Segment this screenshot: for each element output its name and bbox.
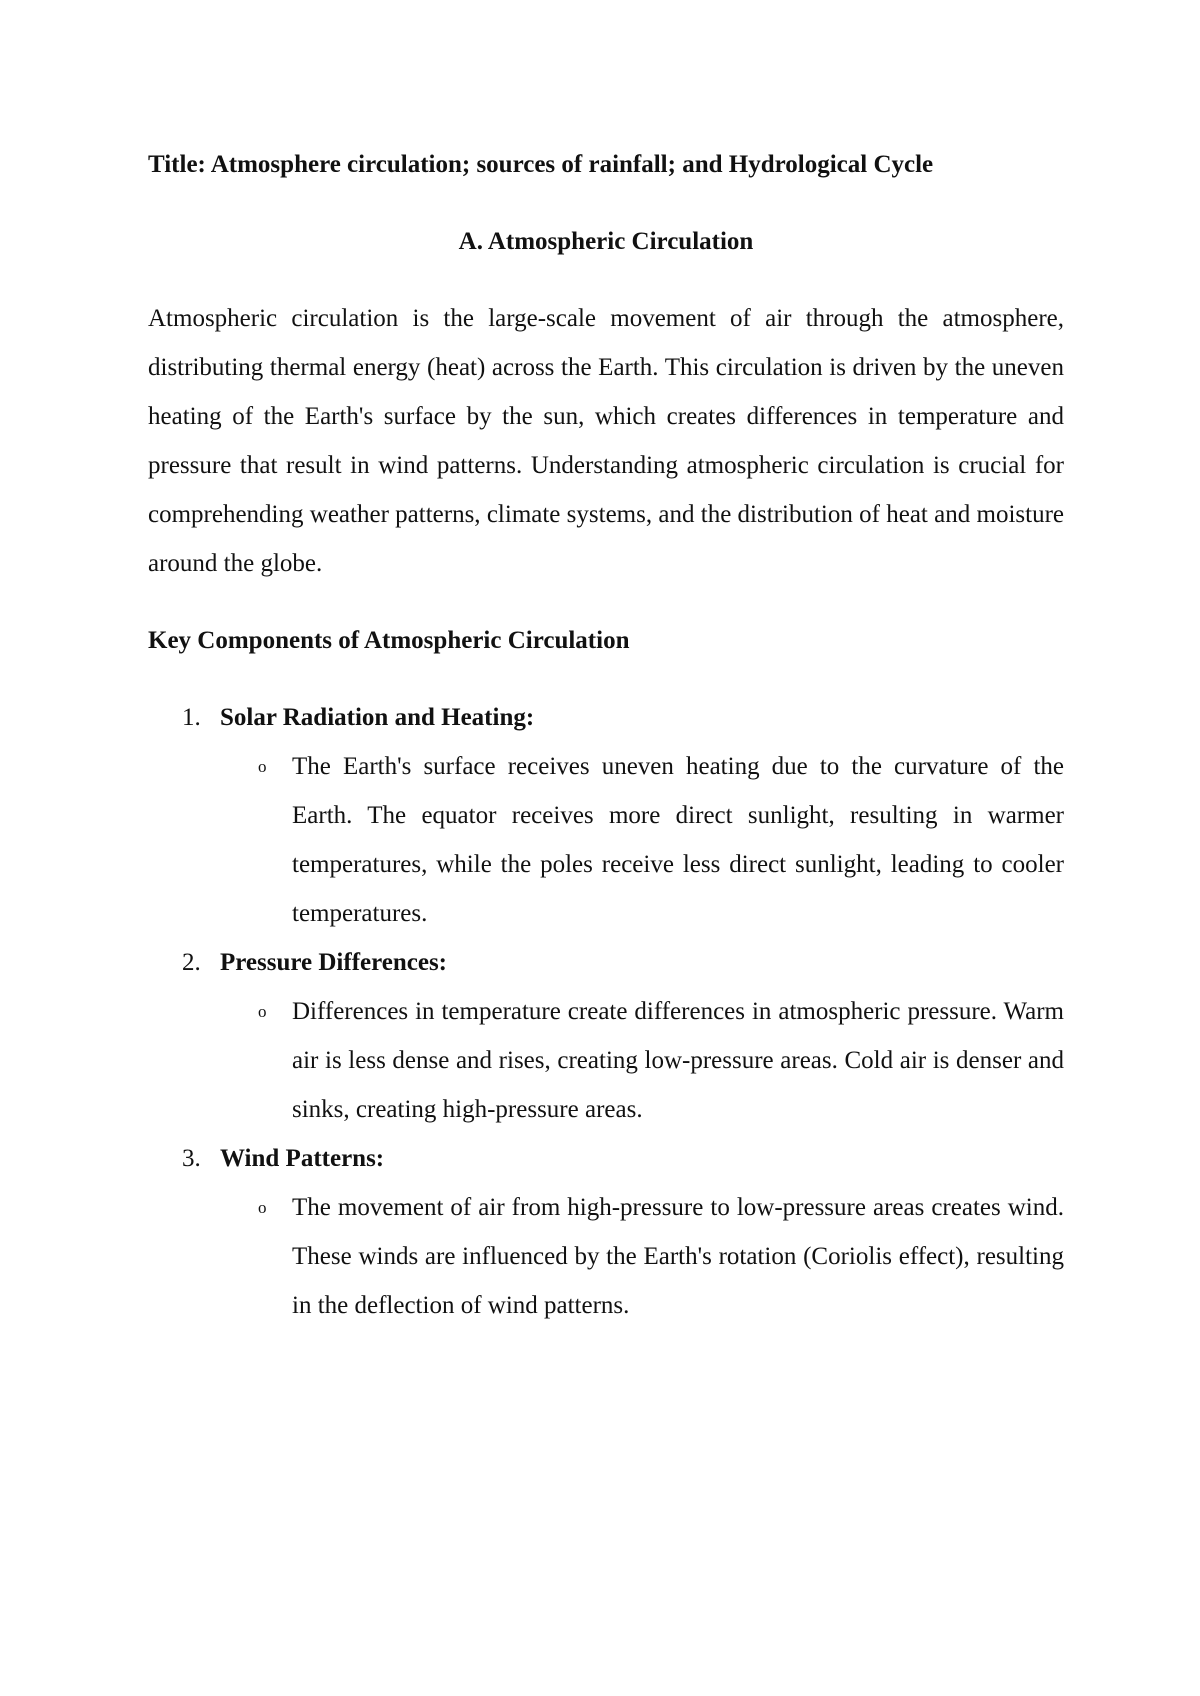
component-number: 3. — [182, 1145, 201, 1172]
bullet-text: The Earth's surface receives uneven heating due to the curvature of the Earth. The equator receives more direct sunlight, resulting in warmer temperatures, while the poles receive less direct sunlight, leading to cooler temperatures. — [292, 753, 1064, 927]
component-header — [148, 938, 1064, 987]
components-list — [148, 693, 1064, 1330]
component-header — [148, 693, 1064, 742]
component-item — [148, 693, 1064, 938]
component-number: 1. — [182, 704, 201, 731]
section-heading: A. Atmospheric Circulation — [458, 228, 754, 255]
document-body — [148, 140, 1064, 1330]
bullet-circle-icon: o — [258, 1002, 267, 1021]
bullet-circle-icon: o — [258, 1198, 267, 1217]
component-label: Pressure Differences: — [220, 949, 448, 976]
component-item — [148, 1134, 1064, 1330]
intro-paragraph: Atmospheric circulation is the large-scale movement of air through the atmosphere, distributing thermal energy (heat) across the Earth. This circulation is driven by the uneven heating of the Earth's surface by the sun, which creates differences in temperature and pressure that result in wind patterns. Understanding atmospheric circulation is crucial for comprehending weather patterns, climate systems, and the distribution of heat and moisture around the globe. — [148, 305, 1064, 577]
bullet-text: Differences in temperature create differences in atmospheric pressure. Warm air is less dense and rises, creating low-pressure areas. Cold air is denser and sinks, creating high-pressure areas. — [292, 998, 1064, 1123]
component-label: Solar Radiation and Heating: — [220, 704, 535, 731]
document-title: Title: Atmosphere circulation; sources of rainfall; and Hydrological Cycle — [148, 151, 934, 178]
bullet-item — [254, 742, 1064, 938]
bullet-circle-icon: o — [258, 757, 267, 776]
component-number: 2. — [182, 949, 201, 976]
component-item — [148, 938, 1064, 1134]
key-components-heading: Key Components of Atmospheric Circulation — [148, 627, 630, 654]
component-header — [148, 1134, 1064, 1183]
bullet-item — [254, 1183, 1064, 1330]
bullet-text: The movement of air from high-pressure to low-pressure areas creates wind. These winds are influenced by the Earth's rotation (Coriolis effect), resulting in the deflection of wind patterns. — [292, 1194, 1064, 1319]
component-label: Wind Patterns: — [220, 1145, 385, 1172]
bullet-item — [254, 987, 1064, 1134]
